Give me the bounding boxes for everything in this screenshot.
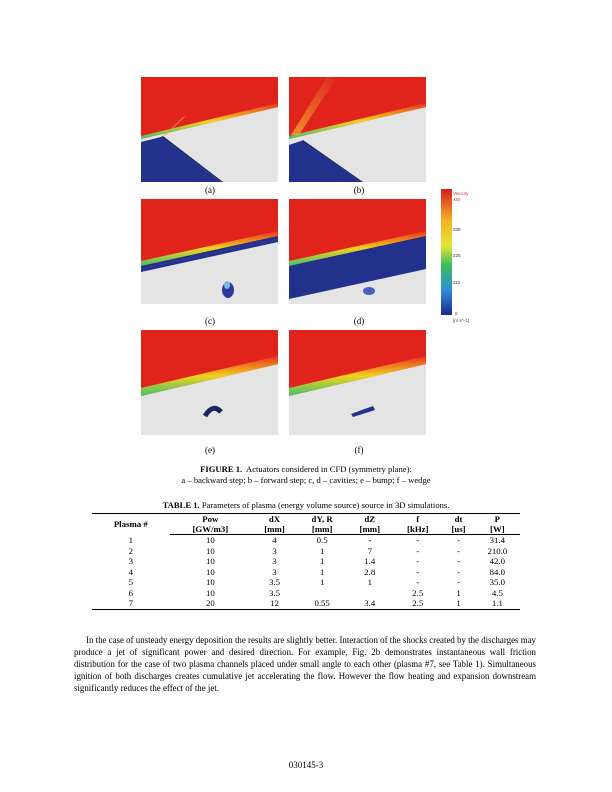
cell: 5 [128, 577, 133, 587]
panel-label-e: (e) [205, 445, 215, 455]
cell: - [416, 545, 420, 556]
figure-panel-f [289, 330, 426, 435]
cell: - [416, 577, 420, 587]
cell: 3 [272, 556, 277, 566]
cell: 7 [92, 598, 170, 609]
header-dz: dZ [346, 514, 393, 525]
cell: 4 [128, 566, 133, 577]
cell: - [416, 556, 420, 566]
colorbar-tick-2: 225 [453, 253, 461, 258]
cell: 12 [251, 598, 298, 609]
table-row [92, 546, 520, 557]
figure-panel-c [141, 199, 278, 304]
cell: - [457, 577, 460, 587]
cell: 1 [442, 598, 474, 609]
colorbar-unit: [m s^-1] [453, 318, 469, 323]
unit-pow: [GW/m3] [170, 524, 251, 535]
cell: 2 [128, 545, 133, 556]
header-dy: dY, R [298, 514, 346, 525]
figure-panel-a [141, 77, 278, 182]
cell: 10 [205, 545, 215, 556]
table-row [92, 556, 520, 567]
cell: 1.4 [364, 556, 376, 566]
cell [298, 588, 346, 599]
figure-caption [0, 464, 612, 475]
header-dx: dX [251, 514, 298, 525]
cell: 31.4 [489, 535, 506, 545]
cell: 210.0 [487, 545, 508, 556]
cell [346, 588, 393, 599]
cell: 1.1 [475, 598, 520, 609]
colorbar-tick-3: 113 [453, 280, 461, 285]
cell: 1 [367, 577, 372, 587]
colorbar-title: Velocity [453, 191, 469, 196]
cell: 6 [128, 587, 133, 598]
figure-caption-title: FIGURE 1. [200, 464, 243, 474]
cell: 4 [272, 535, 277, 545]
table-row [92, 535, 520, 546]
unit-dt: [us] [442, 524, 474, 535]
velocity-colorbar [441, 189, 473, 325]
cell: - [457, 535, 460, 545]
colorbar-max: 450 [453, 197, 461, 202]
unit-f: [kHz] [393, 524, 442, 535]
header-f: f [393, 514, 442, 525]
cell: 20 [170, 598, 251, 609]
figure-panel-d [289, 199, 426, 304]
panel-label-b: (b) [353, 185, 365, 195]
header-plasma: Plasma # [92, 514, 170, 535]
cell: 1 [319, 566, 325, 577]
figure-panel-b [289, 77, 426, 182]
table-row [92, 588, 520, 599]
cell: - [416, 535, 420, 545]
cell: 35.0 [489, 577, 506, 587]
cell: 4.5 [491, 587, 503, 598]
cell: 3 [272, 545, 277, 556]
header-dt: dt [442, 514, 474, 525]
table-header-row [92, 514, 520, 525]
cell: 84.0 [489, 566, 506, 577]
cell: 7 [367, 545, 372, 556]
colorbar-tick-4: 0 [455, 311, 458, 316]
figure-caption-text: Actuators considered in CFD (symmetry plane): [245, 464, 412, 474]
figure-panel-e [141, 330, 278, 435]
cell: 0.5 [316, 535, 328, 545]
cell: 1 [128, 534, 133, 545]
cell: 1 [319, 545, 325, 556]
panel-label-f: (f) [354, 445, 364, 455]
body-paragraph: In the case of unsteady energy deposition the results are slightly better. Interaction of the shocks created by the discharges may produce a jet of significant power and desired direction. For example, Fig. 2b demonstrates instantaneous wall friction distribution for the case of two plasma channels placed under small angle to each other (plasma #7, see Table 1). Simultaneous ignition of both discharges creates cumulative jet accelerating the flow. However the flow heating and expansion downstream significantly reduces the effect of the jet. [74, 635, 536, 693]
unit-p: [W] [475, 524, 520, 535]
cell: 10 [205, 577, 215, 587]
cell: 10 [205, 535, 215, 545]
cell: - [457, 566, 460, 577]
cell: 0.55 [298, 598, 346, 609]
cell: 10 [205, 587, 215, 598]
panel-label-a: (a) [205, 185, 215, 195]
table-caption-title: TABLE 1. [162, 500, 200, 510]
plasma-parameters-table [92, 513, 520, 610]
cell: 10 [205, 556, 215, 566]
cell: 1 [456, 587, 461, 598]
cell: 3 [128, 556, 133, 566]
table-row [92, 577, 520, 588]
table-caption-text: Parameters of plasma (energy volume source) source in 3D simulations. [201, 500, 450, 510]
panel-label-d: (d) [353, 316, 365, 326]
cell: 3.5 [269, 577, 280, 587]
figure-caption-line2: a – backward step; b – forward step; c, d – cavities; e – bump; f – wedge [181, 475, 431, 485]
cell: 2.8 [364, 566, 376, 577]
page-number: 030145-3 [288, 760, 324, 770]
cell: 2.5 [412, 587, 424, 598]
unit-dx: [mm] [251, 524, 298, 535]
unit-dz: [mm] [346, 524, 393, 535]
table-row [92, 598, 520, 609]
cell: 10 [205, 566, 215, 577]
cell: 3.5 [269, 587, 280, 598]
cell: 1 [319, 577, 325, 587]
colorbar-tick-1: 338 [453, 227, 461, 232]
cell: - [457, 556, 460, 566]
cell: - [368, 535, 372, 545]
cell: 3 [272, 566, 277, 577]
cell: - [457, 545, 460, 556]
unit-dy: [mm] [298, 524, 346, 535]
table-row [92, 567, 520, 578]
cell: 2.5 [393, 598, 442, 609]
cell: 42.0 [489, 556, 506, 566]
cell: - [416, 566, 420, 577]
cell: 3.4 [346, 598, 393, 609]
header-p: P [475, 514, 520, 525]
panel-label-c: (c) [205, 316, 215, 326]
cell: 1 [319, 556, 325, 566]
header-pow: Pow [170, 514, 251, 525]
table-caption [0, 500, 612, 511]
